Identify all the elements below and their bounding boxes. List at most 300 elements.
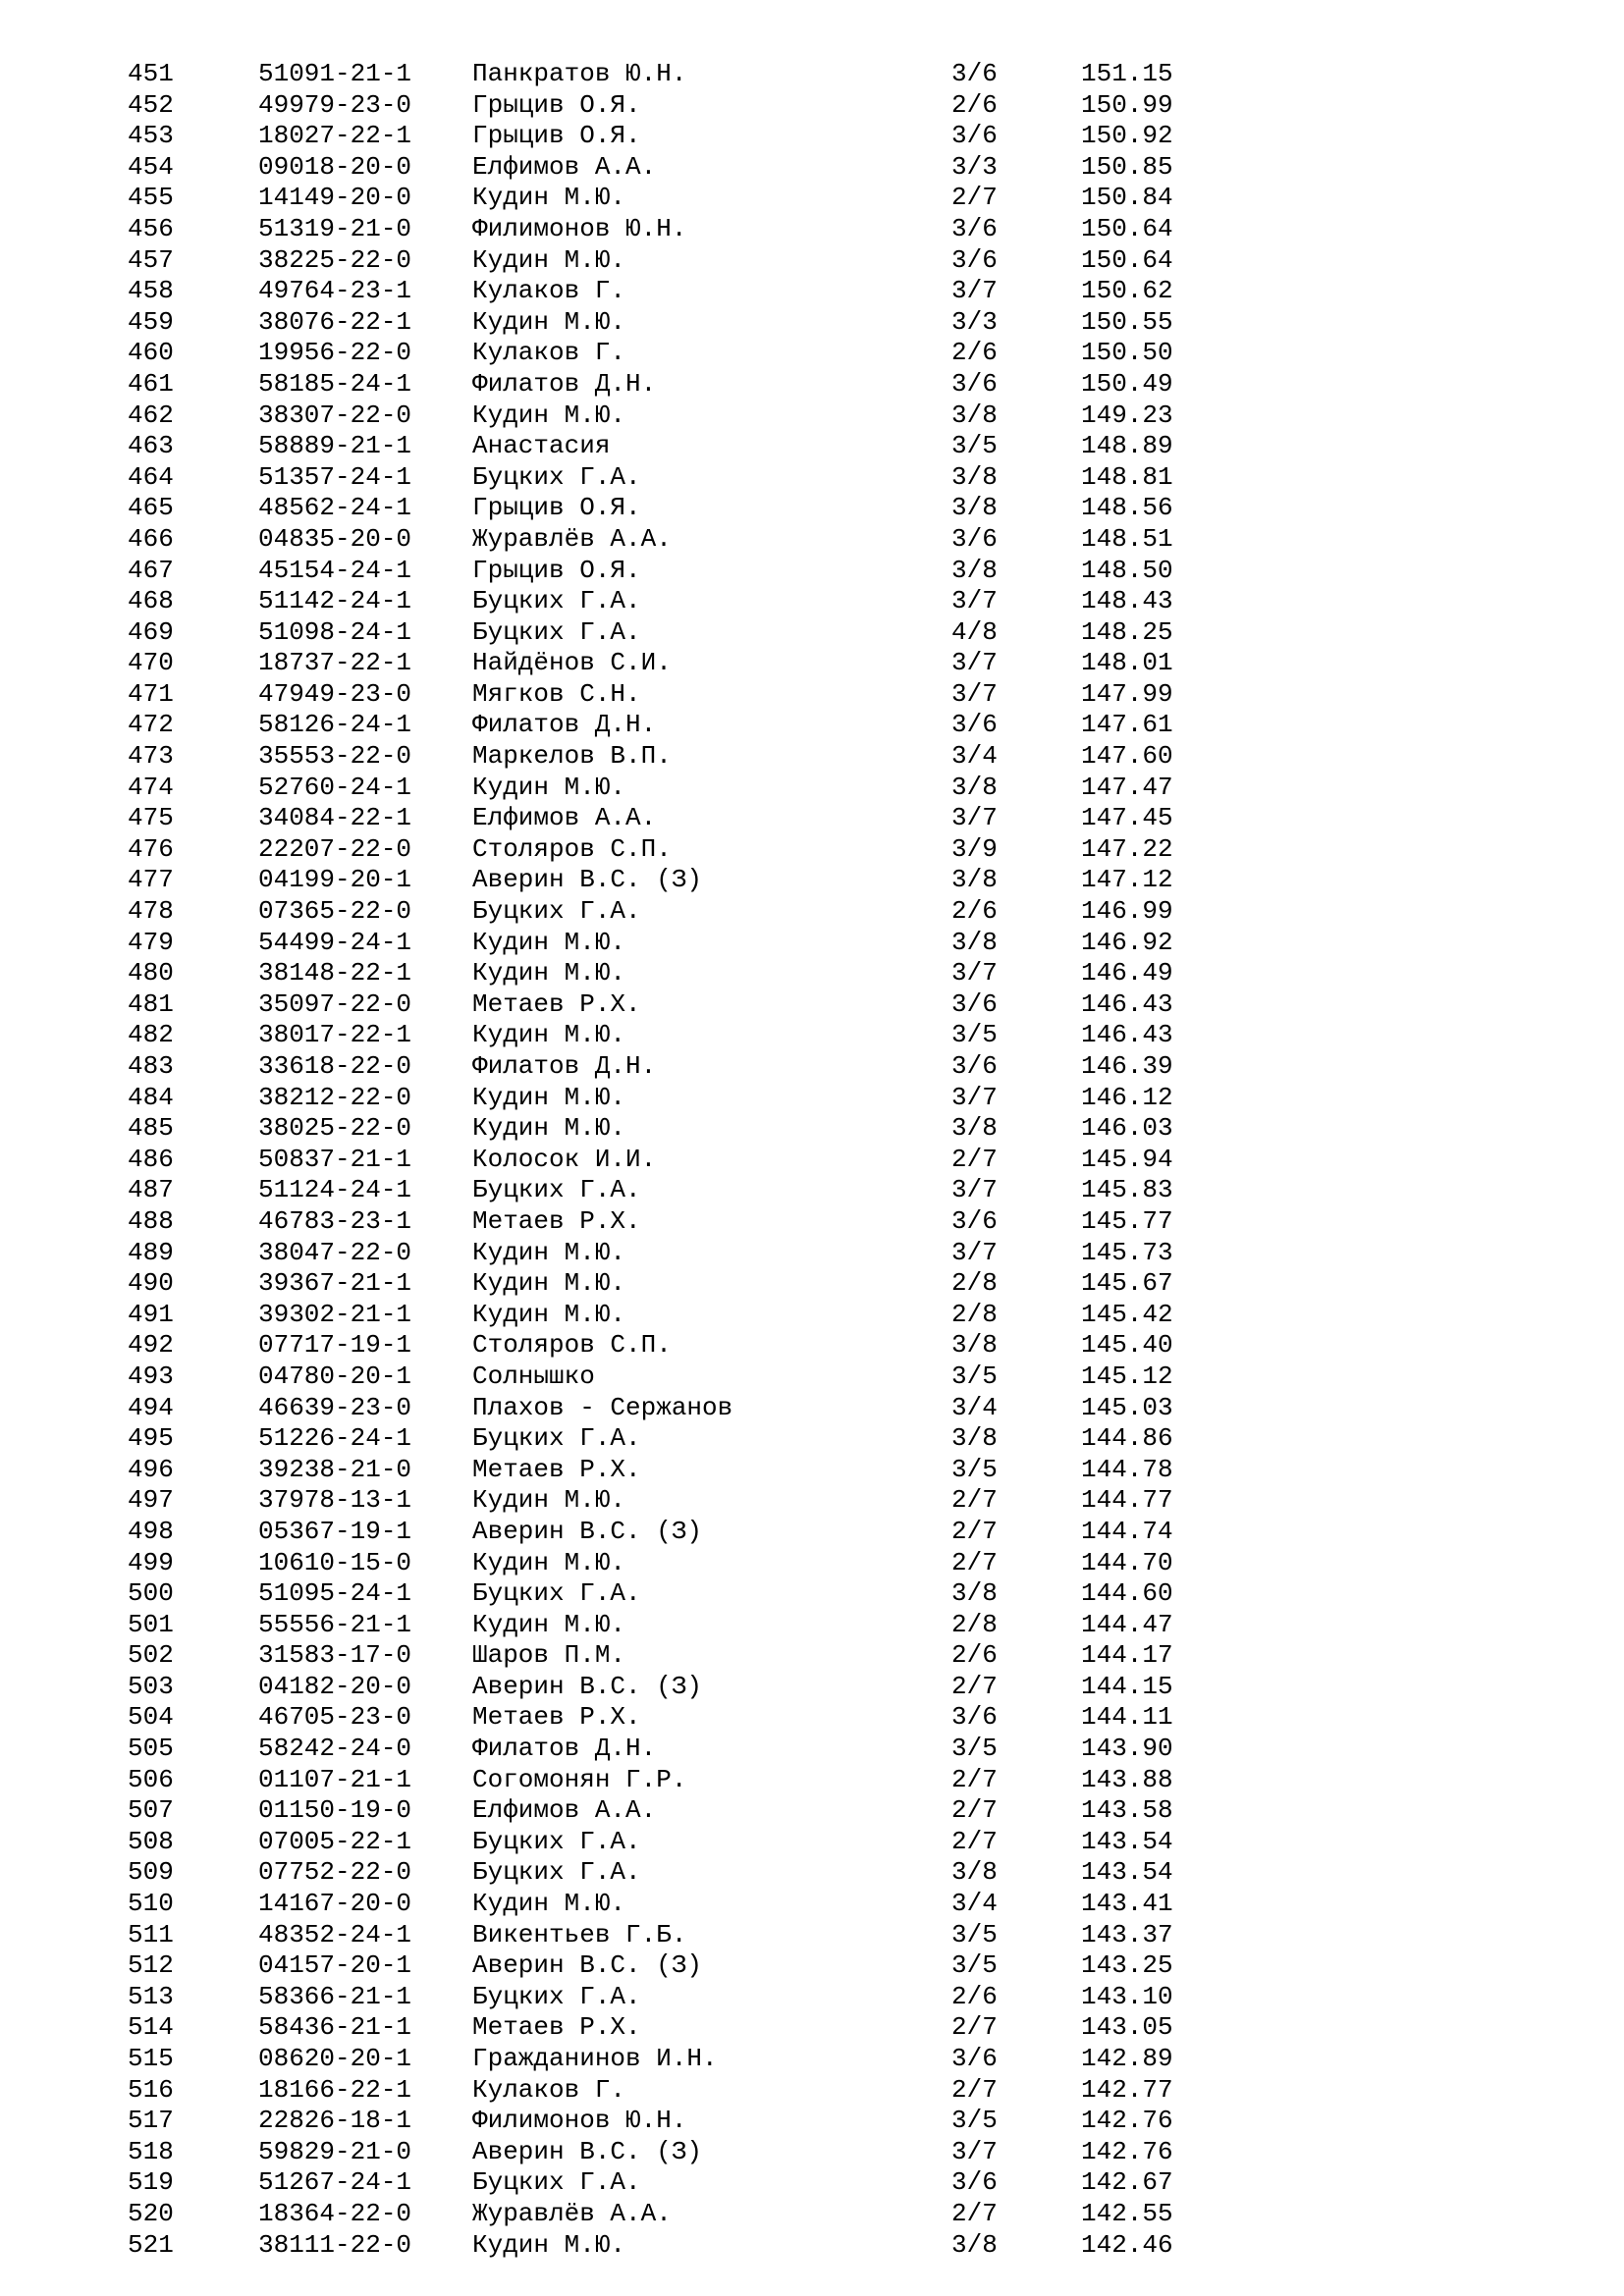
score-cell: 148.56 [1081,493,1173,523]
rank-cell: 459 [128,306,174,337]
list-row [0,1889,1624,1920]
code-cell: 01150-19-0 [258,1795,412,1826]
score-cell: 150.62 [1081,276,1173,306]
fraction-cell: 2/6 [951,896,998,927]
name-cell: Кудин М.Ю. [472,958,626,988]
name-cell: Буцких Г.А. [472,616,641,647]
code-cell: 38025-22-0 [258,1113,412,1144]
rank-cell: 454 [128,151,174,182]
code-cell: 49979-23-0 [258,89,412,120]
fraction-cell: 3/7 [951,958,998,988]
fraction-cell: 2/8 [951,1299,998,1329]
code-cell: 51095-24-1 [258,1578,412,1609]
rank-cell: 451 [128,59,174,88]
score-cell: 147.22 [1081,833,1173,864]
code-cell: 35097-22-0 [258,988,412,1019]
rank-cell: 507 [128,1795,174,1826]
name-cell: Кудин М.Ю. [472,1237,626,1267]
rank-cell: 490 [128,1268,174,1299]
fraction-cell: 2/7 [951,183,998,213]
score-cell: 148.50 [1081,555,1173,585]
name-cell: Панкратов Ю.Н. [472,59,687,88]
code-cell: 47949-23-0 [258,678,412,709]
rank-cell: 501 [128,1609,174,1639]
list-row [0,586,1624,617]
fraction-cell: 2/7 [951,2074,998,2105]
name-cell: Кудин М.Ю. [472,1082,626,1112]
fraction-cell: 3/5 [951,1950,998,1981]
score-cell: 147.61 [1081,710,1173,740]
code-cell: 51142-24-1 [258,586,412,616]
rank-cell: 508 [128,1826,174,1856]
score-cell: 144.70 [1081,1547,1173,1577]
name-cell: Метаев Р.Х. [472,988,641,1019]
code-cell: 22207-22-0 [258,833,412,864]
score-cell: 150.92 [1081,121,1173,151]
rank-cell: 464 [128,461,174,492]
list-row [0,834,1624,866]
rank-cell: 494 [128,1392,174,1422]
rank-cell: 512 [128,1950,174,1981]
rank-cell: 514 [128,2012,174,2043]
fraction-cell: 3/8 [951,1578,998,1609]
fraction-cell: 2/6 [951,1981,998,2011]
rank-cell: 480 [128,958,174,988]
code-cell: 07717-19-1 [258,1330,412,1361]
fraction-cell: 3/8 [951,555,998,585]
rank-cell: 511 [128,1919,174,1949]
rank-cell: 485 [128,1113,174,1144]
name-cell: Столяров С.П. [472,1330,672,1361]
list-row [0,556,1624,587]
rank-cell: 495 [128,1423,174,1454]
score-cell: 142.67 [1081,2167,1173,2198]
code-cell: 04835-20-0 [258,523,412,554]
code-cell: 08620-20-1 [258,2044,412,2073]
code-cell: 58436-21-1 [258,2012,412,2043]
score-cell: 148.25 [1081,616,1173,647]
list-row [0,338,1624,369]
name-cell: Филимонов Ю.Н. [472,213,687,243]
list-row [0,1206,1624,1238]
list-row [0,1145,1624,1176]
rank-cell: 474 [128,772,174,802]
name-cell: Буцких Г.А. [472,1423,641,1454]
fraction-cell: 3/4 [951,1889,998,1919]
score-cell: 146.43 [1081,1020,1173,1050]
rank-cell: 460 [128,338,174,368]
rank-cell: 496 [128,1454,174,1484]
score-cell: 149.23 [1081,400,1173,430]
code-cell: 48562-24-1 [258,493,412,523]
code-cell: 22826-18-1 [258,2106,412,2136]
fraction-cell: 3/8 [951,2229,998,2260]
list-row [0,493,1624,524]
name-cell: Филатов Д.Н. [472,1734,657,1764]
score-cell: 142.46 [1081,2229,1173,2260]
list-row [0,1362,1624,1393]
list-row [0,896,1624,928]
rank-cell: 500 [128,1578,174,1609]
name-cell: Буцких Г.А. [472,1981,641,2011]
score-cell: 144.78 [1081,1454,1173,1484]
list-row [0,1455,1624,1486]
name-cell: Аверин В.С. (З) [472,1950,703,1981]
list-row [0,865,1624,896]
list-row [0,121,1624,152]
rank-cell: 513 [128,1981,174,2011]
score-cell: 144.74 [1081,1516,1173,1546]
list-row [0,1857,1624,1889]
score-cell: 144.47 [1081,1609,1173,1639]
list-row [0,1920,1624,1951]
list-row [0,1083,1624,1114]
rank-cell: 465 [128,493,174,523]
score-cell: 146.43 [1081,988,1173,1019]
fraction-cell: 3/4 [951,741,998,772]
name-cell: Кудин М.Ю. [472,1113,626,1144]
list-row [0,741,1624,773]
rank-cell: 482 [128,1020,174,1050]
name-cell: Кудин М.Ю. [472,1485,626,1516]
score-cell: 143.41 [1081,1889,1173,1919]
list-row [0,803,1624,834]
list-row [0,617,1624,649]
name-cell: Кудин М.Ю. [472,772,626,802]
list-row [0,1672,1624,1703]
rank-cell: 505 [128,1734,174,1764]
rank-cell: 517 [128,2106,174,2136]
name-cell: Кудин М.Ю. [472,400,626,430]
fraction-cell: 3/7 [951,648,998,678]
code-cell: 18364-22-0 [258,2198,412,2228]
score-cell: 145.73 [1081,1237,1173,1267]
code-cell: 33618-22-0 [258,1051,412,1081]
name-cell: Викентьев Г.Б. [472,1919,687,1949]
score-cell: 145.83 [1081,1175,1173,1205]
list-row [0,1485,1624,1517]
score-cell: 145.94 [1081,1144,1173,1174]
list-row [0,1982,1624,2013]
rank-cell: 484 [128,1082,174,1112]
fraction-cell: 3/6 [951,368,998,399]
fraction-cell: 3/7 [951,2136,998,2166]
fraction-cell: 3/8 [951,1423,998,1454]
code-cell: 58366-21-1 [258,1981,412,2011]
fraction-cell: 2/8 [951,1609,998,1639]
fraction-cell: 3/6 [951,59,998,88]
code-cell: 45154-24-1 [258,555,412,585]
fraction-cell: 3/5 [951,1734,998,1764]
rank-cell: 519 [128,2167,174,2198]
code-cell: 46783-23-1 [258,1205,412,1236]
code-cell: 55556-21-1 [258,1609,412,1639]
name-cell: Шаров П.М. [472,1640,626,1671]
list-row [0,1950,1624,1982]
list-row [0,1578,1624,1610]
score-cell: 146.12 [1081,1082,1173,1112]
code-cell: 38111-22-0 [258,2229,412,2260]
score-cell: 147.45 [1081,803,1173,833]
score-cell: 150.99 [1081,89,1173,120]
score-cell: 144.86 [1081,1423,1173,1454]
list-row [0,90,1624,122]
code-cell: 39367-21-1 [258,1268,412,1299]
score-cell: 147.47 [1081,772,1173,802]
rank-cell: 470 [128,648,174,678]
list-row [0,431,1624,462]
code-cell: 19956-22-0 [258,338,412,368]
score-cell: 144.60 [1081,1578,1173,1609]
name-cell: Кудин М.Ю. [472,1889,626,1919]
code-cell: 51091-21-1 [258,59,412,88]
fraction-cell: 3/8 [951,865,998,895]
list-row [0,2106,1624,2137]
rank-cell: 515 [128,2044,174,2073]
code-cell: 14167-20-0 [258,1889,412,1919]
score-cell: 146.92 [1081,927,1173,957]
name-cell: Метаев Р.Х. [472,1454,641,1484]
code-cell: 09018-20-0 [258,151,412,182]
score-cell: 143.25 [1081,1950,1173,1981]
fraction-cell: 3/8 [951,772,998,802]
list-row [0,1051,1624,1083]
name-cell: Солнышко [472,1361,595,1391]
name-cell: Кудин М.Ю. [472,1299,626,1329]
code-cell: 59829-21-0 [258,2136,412,2166]
name-cell: Кудин М.Ю. [472,306,626,337]
fraction-cell: 3/7 [951,1237,998,1267]
name-cell: Буцких Г.А. [472,1857,641,1888]
list-row [0,958,1624,989]
list-row [0,2199,1624,2230]
code-cell: 54499-24-1 [258,927,412,957]
rank-cell: 521 [128,2229,174,2260]
code-cell: 51267-24-1 [258,2167,412,2198]
rank-cell: 467 [128,555,174,585]
list-row [0,2167,1624,2199]
list-row [0,1175,1624,1206]
fraction-cell: 3/5 [951,431,998,461]
code-cell: 51226-24-1 [258,1423,412,1454]
code-cell: 14149-20-0 [258,183,412,213]
code-cell: 46705-23-0 [258,1702,412,1733]
name-cell: Буцких Г.А. [472,461,641,492]
score-cell: 143.58 [1081,1795,1173,1826]
list-row [0,1238,1624,1269]
list-row [0,2137,1624,2168]
name-cell: Буцких Г.А. [472,1826,641,1856]
code-cell: 39238-21-0 [258,1454,412,1484]
rank-cell: 473 [128,741,174,772]
fraction-cell: 3/5 [951,1454,998,1484]
fraction-cell: 2/7 [951,2198,998,2228]
rank-cell: 502 [128,1640,174,1671]
list-row [0,214,1624,245]
name-cell: Кудин М.Ю. [472,1547,626,1577]
name-cell: Грыцив О.Я. [472,89,641,120]
name-cell: Буцких Г.А. [472,586,641,616]
code-cell: 38148-22-1 [258,958,412,988]
score-cell: 148.01 [1081,648,1173,678]
code-cell: 49764-23-1 [258,276,412,306]
score-cell: 143.54 [1081,1826,1173,1856]
name-cell: Кулаков Г. [472,276,626,306]
fraction-cell: 2/7 [951,1516,998,1546]
rank-cell: 469 [128,616,174,647]
name-cell: Аверин В.С. (З) [472,1671,703,1701]
name-cell: Найдёнов С.И. [472,648,672,678]
list-row [0,59,1624,90]
rank-cell: 461 [128,368,174,399]
fraction-cell: 2/6 [951,338,998,368]
fraction-cell: 4/8 [951,616,998,647]
rank-cell: 487 [128,1175,174,1205]
name-cell: Грыцив О.Я. [472,121,641,151]
code-cell: 58242-24-0 [258,1734,412,1764]
list-row [0,524,1624,556]
score-cell: 150.64 [1081,213,1173,243]
fraction-cell: 2/6 [951,89,998,120]
score-cell: 145.12 [1081,1361,1173,1391]
fraction-cell: 3/7 [951,678,998,709]
fraction-cell: 3/6 [951,121,998,151]
score-cell: 150.55 [1081,306,1173,337]
fraction-cell: 2/7 [951,1547,998,1577]
list-row [0,1268,1624,1300]
list-row [0,679,1624,711]
fraction-cell: 3/3 [951,151,998,182]
fraction-cell: 3/8 [951,400,998,430]
rank-cell: 477 [128,865,174,895]
score-cell: 145.40 [1081,1330,1173,1361]
code-cell: 04199-20-1 [258,865,412,895]
rank-cell: 516 [128,2074,174,2105]
rank-cell: 457 [128,244,174,275]
score-cell: 144.17 [1081,1640,1173,1671]
list-row [0,276,1624,307]
code-cell: 04182-20-0 [258,1671,412,1701]
name-cell: Елфимов А.А. [472,151,657,182]
score-cell: 144.77 [1081,1485,1173,1516]
fraction-cell: 2/7 [951,1671,998,1701]
fraction-cell: 3/8 [951,493,998,523]
rank-cell: 504 [128,1702,174,1733]
list-row [0,1393,1624,1424]
score-cell: 151.15 [1081,59,1173,88]
name-cell: Кудин М.Ю. [472,1609,626,1639]
code-cell: 58185-24-1 [258,368,412,399]
fraction-cell: 3/6 [951,2044,998,2073]
fraction-cell: 3/8 [951,461,998,492]
name-cell: Елфимов А.А. [472,803,657,833]
list-row [0,1423,1624,1455]
rank-cell: 509 [128,1857,174,1888]
fraction-cell: 3/7 [951,1082,998,1112]
list-row [0,1113,1624,1145]
list-row [0,1020,1624,1051]
fraction-cell: 2/7 [951,1826,998,1856]
rank-cell: 481 [128,988,174,1019]
list-row [0,2230,1624,2262]
fraction-cell: 3/4 [951,1392,998,1422]
score-cell: 143.54 [1081,1857,1173,1888]
name-cell: Кудин М.Ю. [472,2229,626,2260]
list-row [0,400,1624,432]
fraction-cell: 3/8 [951,927,998,957]
fraction-cell: 3/6 [951,988,998,1019]
name-cell: Филатов Д.Н. [472,1051,657,1081]
code-cell: 51124-24-1 [258,1175,412,1205]
code-cell: 38212-22-0 [258,1082,412,1112]
name-cell: Кулаков Г. [472,2074,626,2105]
list-row [0,1734,1624,1765]
name-cell: Филатов Д.Н. [472,368,657,399]
fraction-cell: 3/6 [951,244,998,275]
rank-cell: 488 [128,1205,174,1236]
list-row [0,989,1624,1021]
score-cell: 142.76 [1081,2106,1173,2136]
code-cell: 38307-22-0 [258,400,412,430]
name-cell: Буцких Г.А. [472,1175,641,1205]
name-cell: Елфимов А.А. [472,1795,657,1826]
score-cell: 146.03 [1081,1113,1173,1144]
code-cell: 07005-22-1 [258,1826,412,1856]
name-cell: Кудин М.Ю. [472,1020,626,1050]
fraction-cell: 2/7 [951,1764,998,1794]
code-cell: 31583-17-0 [258,1640,412,1671]
rank-cell: 452 [128,89,174,120]
code-cell: 38076-22-1 [258,306,412,337]
list-row [0,1517,1624,1548]
rank-cell: 503 [128,1671,174,1701]
score-cell: 147.60 [1081,741,1173,772]
list-row [0,1827,1624,1858]
rank-cell: 456 [128,213,174,243]
fraction-cell: 3/3 [951,306,998,337]
fraction-cell: 2/7 [951,1485,998,1516]
code-cell: 46639-23-0 [258,1392,412,1422]
fraction-cell: 3/6 [951,1205,998,1236]
rank-cell: 455 [128,183,174,213]
rank-cell: 475 [128,803,174,833]
list-row [0,369,1624,400]
name-cell: Аверин В.С. (З) [472,2136,703,2166]
fraction-cell: 3/6 [951,523,998,554]
name-cell: Согомонян Г.Р. [472,1764,687,1794]
score-cell: 143.37 [1081,1919,1173,1949]
rank-cell: 466 [128,523,174,554]
fraction-cell: 3/7 [951,586,998,616]
code-cell: 35553-22-0 [258,741,412,772]
fraction-cell: 3/6 [951,2167,998,2198]
name-cell: Журавлёв А.А. [472,523,672,554]
score-cell: 142.76 [1081,2136,1173,2166]
code-cell: 01107-21-1 [258,1764,412,1794]
score-cell: 143.90 [1081,1734,1173,1764]
score-cell: 145.03 [1081,1392,1173,1422]
rank-cell: 472 [128,710,174,740]
name-cell: Маркелов В.П. [472,741,672,772]
code-cell: 58889-21-1 [258,431,412,461]
code-cell: 18027-22-1 [258,121,412,151]
name-cell: Филимонов Ю.Н. [472,2106,687,2136]
results-listing [0,59,1624,2261]
rank-cell: 493 [128,1361,174,1391]
score-cell: 146.99 [1081,896,1173,927]
fraction-cell: 3/6 [951,1702,998,1733]
list-row [0,648,1624,679]
